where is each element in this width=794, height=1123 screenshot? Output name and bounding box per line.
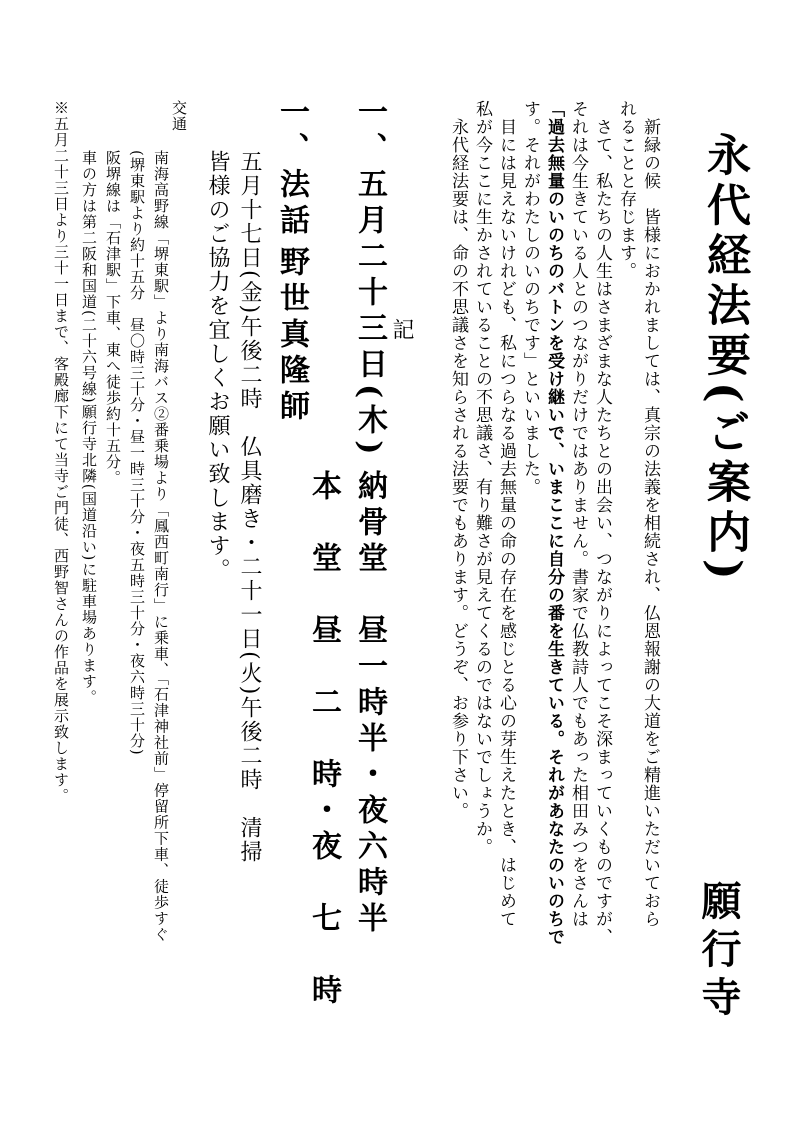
intro-line-7: 目には見えないけれども、私につらなる過去無量の命の存在を感じとる心の芽生えたとき、はじめて bbox=[496, 118, 516, 928]
intro-line-2: れることと存じます。 bbox=[616, 100, 636, 280]
prep-line-2: 皆様のご協力を宜しくお願い致します。 bbox=[205, 150, 230, 582]
intro-line-4: それは今生きている人とのつながりだけではありません。書家で仏教詩人でもあった相田みつをさんは bbox=[568, 100, 588, 928]
intro-line-9: 永代経法要は、命の不思議さを知らされる法要でもあります。どうぞ、お参り下さい。 bbox=[448, 118, 468, 820]
transport-line-3: 阪堺線は「石津駅」下車、東へ徒歩約十五分。 bbox=[104, 150, 122, 486]
transport-line-1: 南海高野線「堺東駅」より南海バス②番乗場より「鳳西町南行」に乗車、「石津神社前」停留所下車、徒歩すぐ bbox=[152, 150, 170, 943]
intro-line-5: 「過去無量のいのちのバトンを受け継いで、いまここに自分の番を生きている。それがあなたのいのちで bbox=[544, 100, 564, 946]
item1-date: 一、五月二十三日(木) bbox=[352, 96, 387, 461]
item1-place-hondo: 本 堂 昼 二 時・夜 七 時 bbox=[306, 470, 341, 1010]
item2-speaker: 野世真隆師 bbox=[274, 246, 309, 426]
intro-line-8: 私が今ここに生かされていることの不思議さ、有り難さが見えてくるのではないでしょうか。 bbox=[472, 100, 492, 856]
transport-label: 交通 bbox=[170, 100, 188, 132]
intro-line-1: 新緑の候 皆様におかれましては、真宗の法義を相続され、仏恩報謝の大道をご精進いただいておら bbox=[640, 118, 660, 928]
intro-line-3: さて、私たちの人生はさまざまな人たちとの出会い、つながりによってこそ深まっていくものですが、 bbox=[592, 118, 612, 946]
transport-line-4: 車の方は第二阪和国道(二十六号線)願行寺北隣(国道沿い)に駐車場あります。 bbox=[80, 150, 98, 706]
transport-line-2: (堺東駅より約十五分 昼〇時三十分・昼一時三十分・夜五時三十分・夜六時三十分) bbox=[128, 150, 146, 756]
document-title: 永代経法要(ご案内) bbox=[699, 132, 750, 586]
item2-label: 一、法話 bbox=[274, 96, 309, 240]
exhibit-note: ※五月二十三日より三十一日まで、客殿廊下にて当寺ご門徒、西野智さんの作品を展示致します。 bbox=[52, 100, 70, 804]
ki-heading: 記 bbox=[389, 318, 414, 340]
intro-line-6: す。それがわたしのいのちです」といいました。 bbox=[520, 100, 540, 496]
prep-line-1: 五月十七日(金)午後二時 仏具磨き・二十一日(火)午後二時 清掃 bbox=[237, 150, 262, 865]
item1-place-nokotsudo: 納骨堂 昼一時半・夜六時半 bbox=[352, 470, 387, 938]
temple-name: 願行寺 bbox=[695, 880, 742, 1024]
